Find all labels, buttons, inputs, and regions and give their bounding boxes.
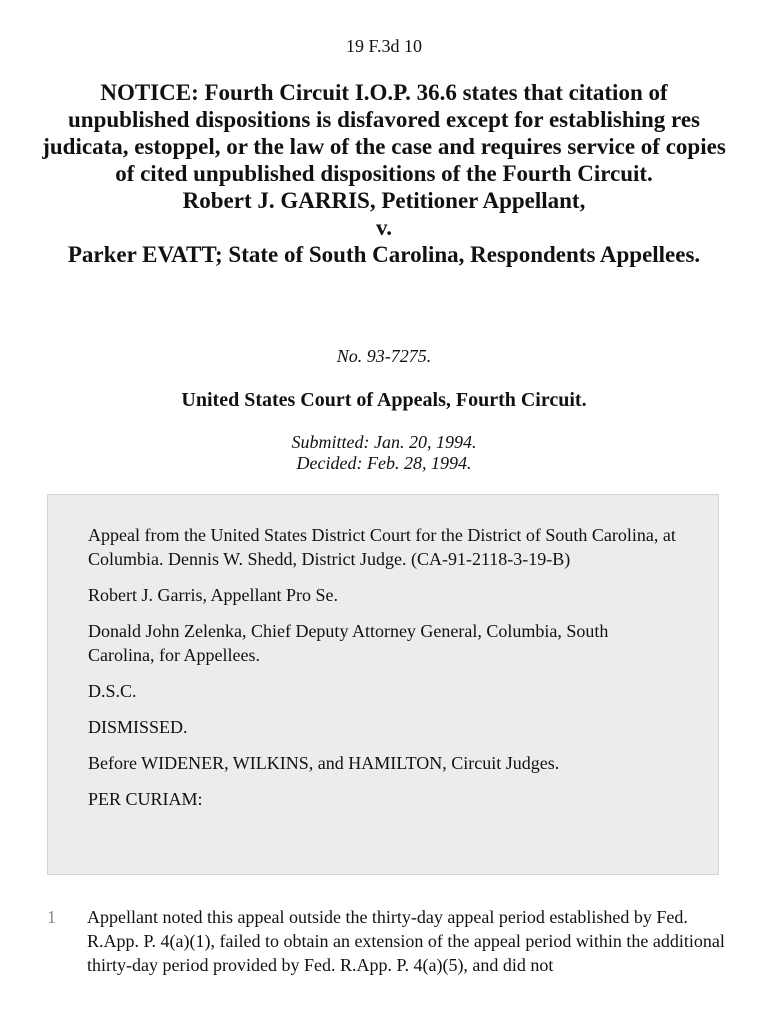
case-info-box — [47, 494, 719, 875]
appellee-counsel: Donald John Zelenka, Chief Deputy Attorney General, Columbia, South Carolina, for Appellees. — [88, 621, 609, 665]
court-below: D.S.C. — [88, 681, 137, 701]
case-dates — [0, 432, 768, 474]
case-title — [40, 79, 728, 268]
paragraph-text: Appellant noted this appeal outside the thirty-day appeal period established by Fed. R.App. P. 4(a)(1), failed to obtain an extension of the appeal period within the additional thirty-day period provided by Fed. R.App. P. 4(a)(5), and did not — [87, 907, 725, 975]
disposition: DISMISSED. — [88, 717, 188, 737]
appeal-from-text: Appeal from the United States District Court for the District of South Carolina, at Columbia. Dennis W. Shedd, District Judge. (CA-91-2118-3-19-B) — [88, 525, 676, 569]
decided-date: Decided: Feb. 28, 1994. — [296, 453, 472, 473]
appellant-counsel: Robert J. Garris, Appellant Pro Se. — [88, 585, 338, 605]
case-citation: 19 F.3d 10 — [345, 36, 423, 56]
petitioner-name: Robert J. GARRIS, Petitioner Appellant, — [182, 188, 586, 213]
submitted-date: Submitted: Jan. 20, 1994. — [291, 432, 477, 452]
docket-number: No. 93-7275. — [336, 346, 432, 366]
court-name: United States Court of Appeals, Fourth Circuit. — [181, 389, 587, 411]
paragraph-number: 1 — [47, 907, 56, 927]
notice-text: NOTICE: Fourth Circuit I.O.P. 36.6 states that citation of unpublished dispositions is disfavored except for establishing res judicata, estoppel, or the law of the case and requires service of copies of cited unpublished dispositions of the Fourth Circuit. — [42, 80, 726, 186]
opinion-author: PER CURIAM: — [88, 789, 203, 809]
versus-label: v. — [376, 215, 392, 240]
respondents-name: Parker EVATT; State of South Carolina, Respondents Appellees. — [67, 242, 701, 267]
panel-judges: Before WIDENER, WILKINS, and HAMILTON, Circuit Judges. — [88, 753, 560, 773]
